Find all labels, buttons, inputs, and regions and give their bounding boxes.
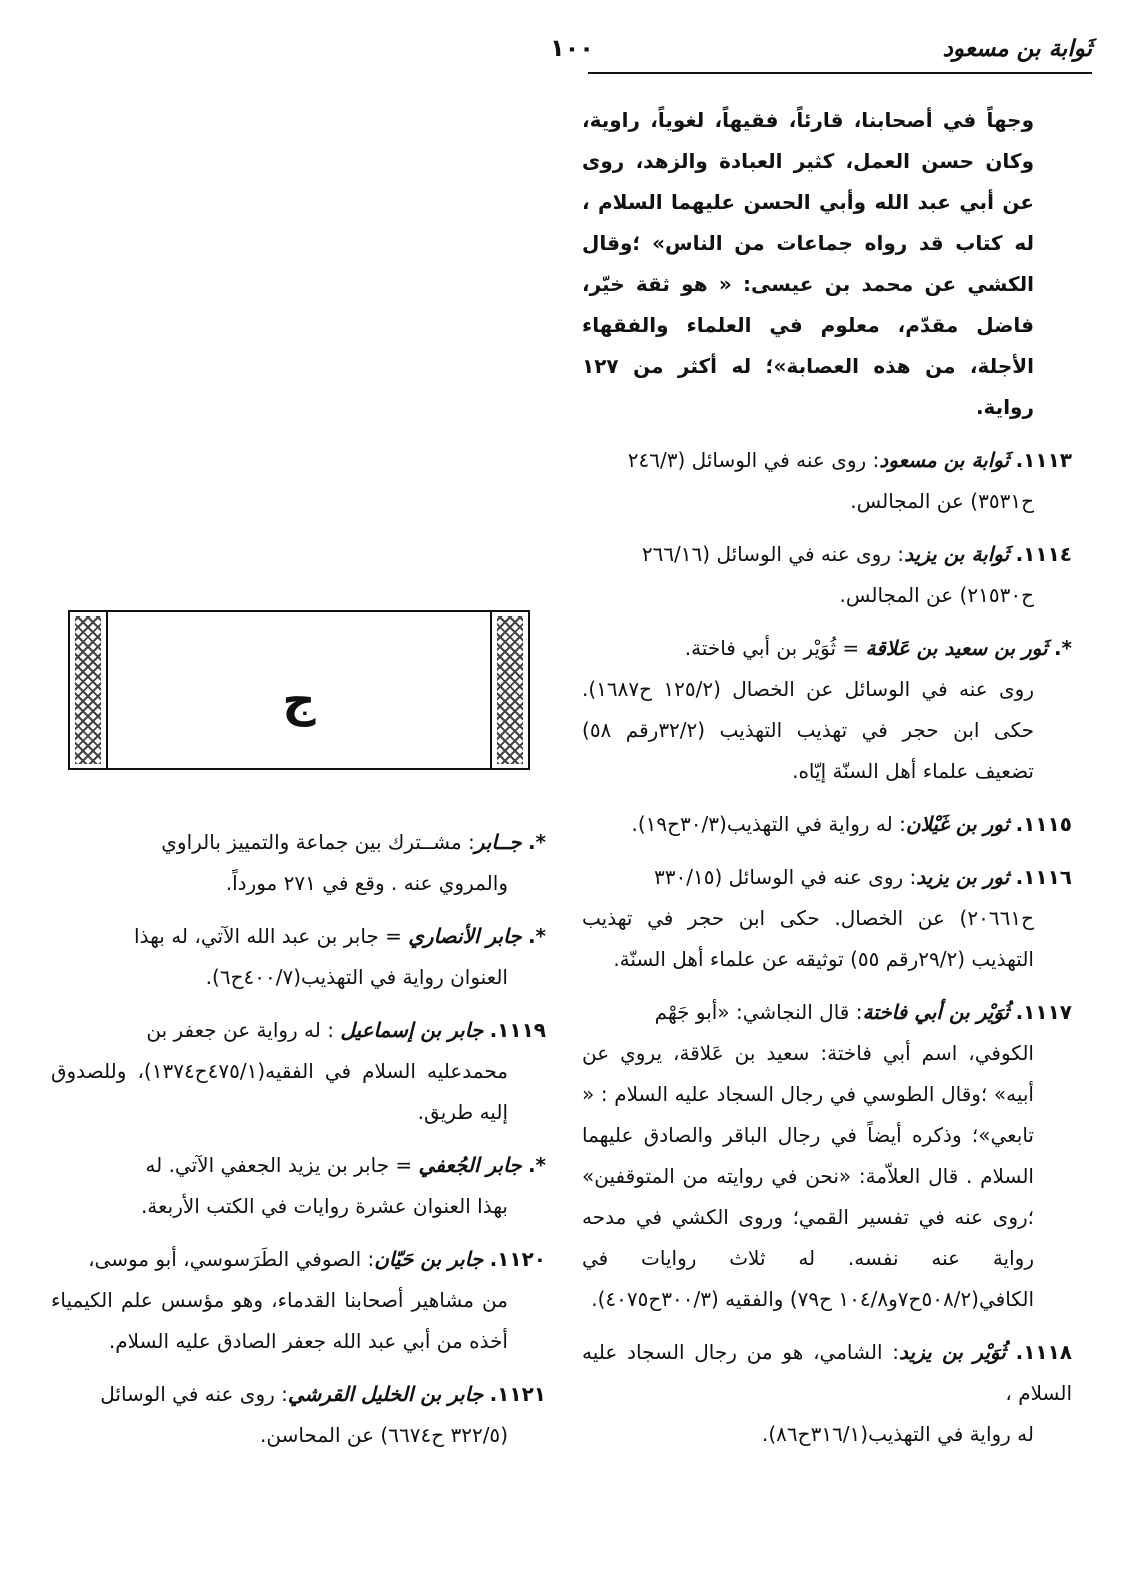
- cross-reference-marker: *.: [527, 924, 546, 948]
- entry-continuation: العنوان رواية في التهذيب(٤٠٠/٧ح٦).: [205, 965, 508, 989]
- intro-text: وجهاً في أصحابنا، قارئاً، فقيهاً، لغوياً، راوية، وكان حسن العمل، كثير العبادة والزهد، روى عن أبي عبد الله وأبي الحسن عليهما السلام ، له كتاب قد رواه جماعات من الناس» ؛وقال الكشي عن محمد بن عيسى: « هو ثقة خيّر، فاضل مقدّم، معلوم في العلماء والفقهاء الأجلة، من هذه العصابة»؛ له أكثر من ١٢٧ رواية.: [582, 108, 1034, 419]
- entry-number: ١١١٣.: [1015, 448, 1072, 472]
- entry-text: = ثُوَيْر بن أبي فاختة.: [684, 636, 866, 660]
- entry-name: جابر بن إسماعيل: [340, 1018, 484, 1042]
- entry-number: ١١١٨.: [1015, 1340, 1073, 1364]
- entry-name: جابر الجُعفي: [418, 1153, 522, 1177]
- entry-name: ثُوَيْر بن يزيد: [899, 1340, 1006, 1364]
- header-rule: [588, 72, 1092, 74]
- entry-number: ١١١٦.: [1015, 865, 1072, 889]
- entry-number: ١١٢١.: [489, 1382, 546, 1406]
- right-column: [582, 100, 1072, 1467]
- entry-continuation: بهذا العنوان عشرة روايات في الكتب الأربعة.: [140, 1194, 508, 1218]
- entry-1118: [582, 1332, 1072, 1455]
- entry-continuation: محمدعليه السلام في الفقيه(٤٧٥/١ح١٣٧٤)، وللصدوق إليه طريق.: [51, 1059, 508, 1124]
- entry-name: ثور بن غَيْلان: [905, 812, 1010, 836]
- entry-continuation: روى عنه في الوسائل عن الخصال (١٢٥/٢ ح١٦٨٧). حكى ابن حجر في تهذيب التهذيب (٣٢/٢رقم ٥٨) تضعيف علماء أهل السنّة إيّاه.: [582, 677, 1034, 783]
- entry-text: : قال النجاشي: «أبو جَهْم: [654, 1000, 863, 1024]
- entry-name: ثَوابة بن مسعود: [879, 448, 1010, 472]
- page-header: [44, 28, 1092, 70]
- entry-1113: [582, 440, 1072, 522]
- entry-text: : له رواية في التهذيب(٣٠/٣ح١٩).: [631, 812, 906, 836]
- entry-name: جابر بن حَيّان: [374, 1247, 484, 1271]
- entry-continuation: (٣٢٢/٥ ح٦٦٧٤) عن المحاسن.: [259, 1423, 508, 1447]
- running-title: ثَوابة بن مسعود: [942, 36, 1092, 62]
- entry-number: ١١١٥.: [1015, 812, 1072, 836]
- entry-number: ١١١٤.: [1015, 542, 1072, 566]
- cross-reference-marker: *.: [1053, 636, 1072, 660]
- entry-text: : روى عنه في الوسائل (٣٣٠/١٥: [654, 865, 917, 889]
- entry-name: ثُوَيْر بن أبي فاختة: [862, 1000, 1010, 1024]
- entry-continuation: ح٢١٥٣٠) عن المجالس.: [839, 583, 1034, 607]
- entry-number: ١١٢٠.: [489, 1247, 546, 1271]
- entry-text: = جابر بن عبد الله الآتي، له بهذا: [134, 924, 409, 948]
- entry-continuation: ح٢٠٦٦١) عن الخصال. حكى ابن حجر في تهذيب التهذيب (٢٩/٢رقم ٥٥) توثيقه عن علماء أهل السنّة.: [582, 906, 1034, 971]
- entry-1121: [51, 1374, 546, 1456]
- entry-text: : روى عنه في الوسائل: [100, 1382, 288, 1406]
- entry-jabir-jufi: [51, 1145, 546, 1227]
- section-heading-frame: [68, 610, 530, 770]
- entry-1115: [582, 804, 1072, 845]
- entry-number: ١١١٩.: [489, 1018, 546, 1042]
- entry-name: ثَور بن سعيد بن عَلاقة: [865, 636, 1048, 660]
- entry-text: : روى عنه في الوسائل (٢٦٦/١٦: [641, 542, 905, 566]
- entry-text: : مشــترك بين جماعة والتمييز بالراوي: [161, 830, 475, 854]
- page-number: ١٠٠: [550, 34, 594, 62]
- entry-name: جابر بن الخليل القرشي: [287, 1382, 484, 1406]
- entry-1116: [582, 857, 1072, 980]
- entry-thawr-bin-said: [582, 628, 1072, 792]
- entry-name: جــابر: [474, 830, 522, 854]
- entry-1119: [51, 1010, 546, 1133]
- cross-reference-marker: *.: [527, 830, 546, 854]
- entry-continuation: له رواية في التهذيب(٣١٦/١ح٨٦).: [762, 1422, 1034, 1446]
- section-letter: ج: [282, 673, 316, 727]
- entry-1114: [582, 534, 1072, 616]
- entry-continuation: من مشاهير أصحابنا القدماء، وهو مؤسس علم الكيمياء أخذه من أبي عبد الله جعفر الصادق عليه السلام.: [51, 1288, 508, 1353]
- entry-continuation: والمروي عنه . وقع في ٢٧١ مورداً.: [225, 871, 508, 895]
- entry-1120: [51, 1239, 546, 1362]
- entry-number: ١١١٧.: [1015, 1000, 1072, 1024]
- entry-1117: [582, 992, 1072, 1320]
- entry-jabir: [51, 822, 546, 904]
- entry-name: ثور بن يزيد: [916, 865, 1010, 889]
- entry-continuation: ح٣٥٣١) عن المجالس.: [850, 489, 1034, 513]
- entry-text: : الشامي، هو من رجال السجاد عليه السلام ،: [582, 1340, 1072, 1405]
- entry-text: : روى عنه في الوسائل (٢٤٦/٣: [627, 448, 880, 472]
- entry-continuation: الكوفي، اسم أبي فاختة: سعيد بن عَلاقة، يروي عن أبيه» ؛وقال الطوسي في رجال السجاد عليه السلام : « تابعي»؛ وذكره أيضاً في رجال الباقر والصادق عليهما السلام . قال العلاّمة: «نحن في روايته من المتوقفين» ؛روى عنه في تفسير القمي؛ وروى الكشي في مدحه رواية عنه نفسه. له ثلاث روايات في الكافي(٥٠٨/٢ح٧و١٠٤/٨ ح٧٩) والفقيه (٣٠٠/٣ح٤٠٧٥).: [582, 1041, 1034, 1311]
- entry-text: : له رواية عن جعفر بن: [146, 1018, 341, 1042]
- entry-text: = جابر بن يزيد الجعفي الآتي. له: [145, 1153, 419, 1177]
- entry-name: ثَوابة بن يزيد: [904, 542, 1010, 566]
- cross-reference-marker: *.: [527, 1153, 546, 1177]
- intro-paragraph: [582, 100, 1072, 428]
- entry-text: : الصوفي الطَرَسوسي، أبو موسى،: [88, 1247, 375, 1271]
- left-column: [51, 822, 546, 1468]
- entry-name: جابر الأنصاري: [408, 924, 522, 948]
- entry-jabir-ansari: [51, 916, 546, 998]
